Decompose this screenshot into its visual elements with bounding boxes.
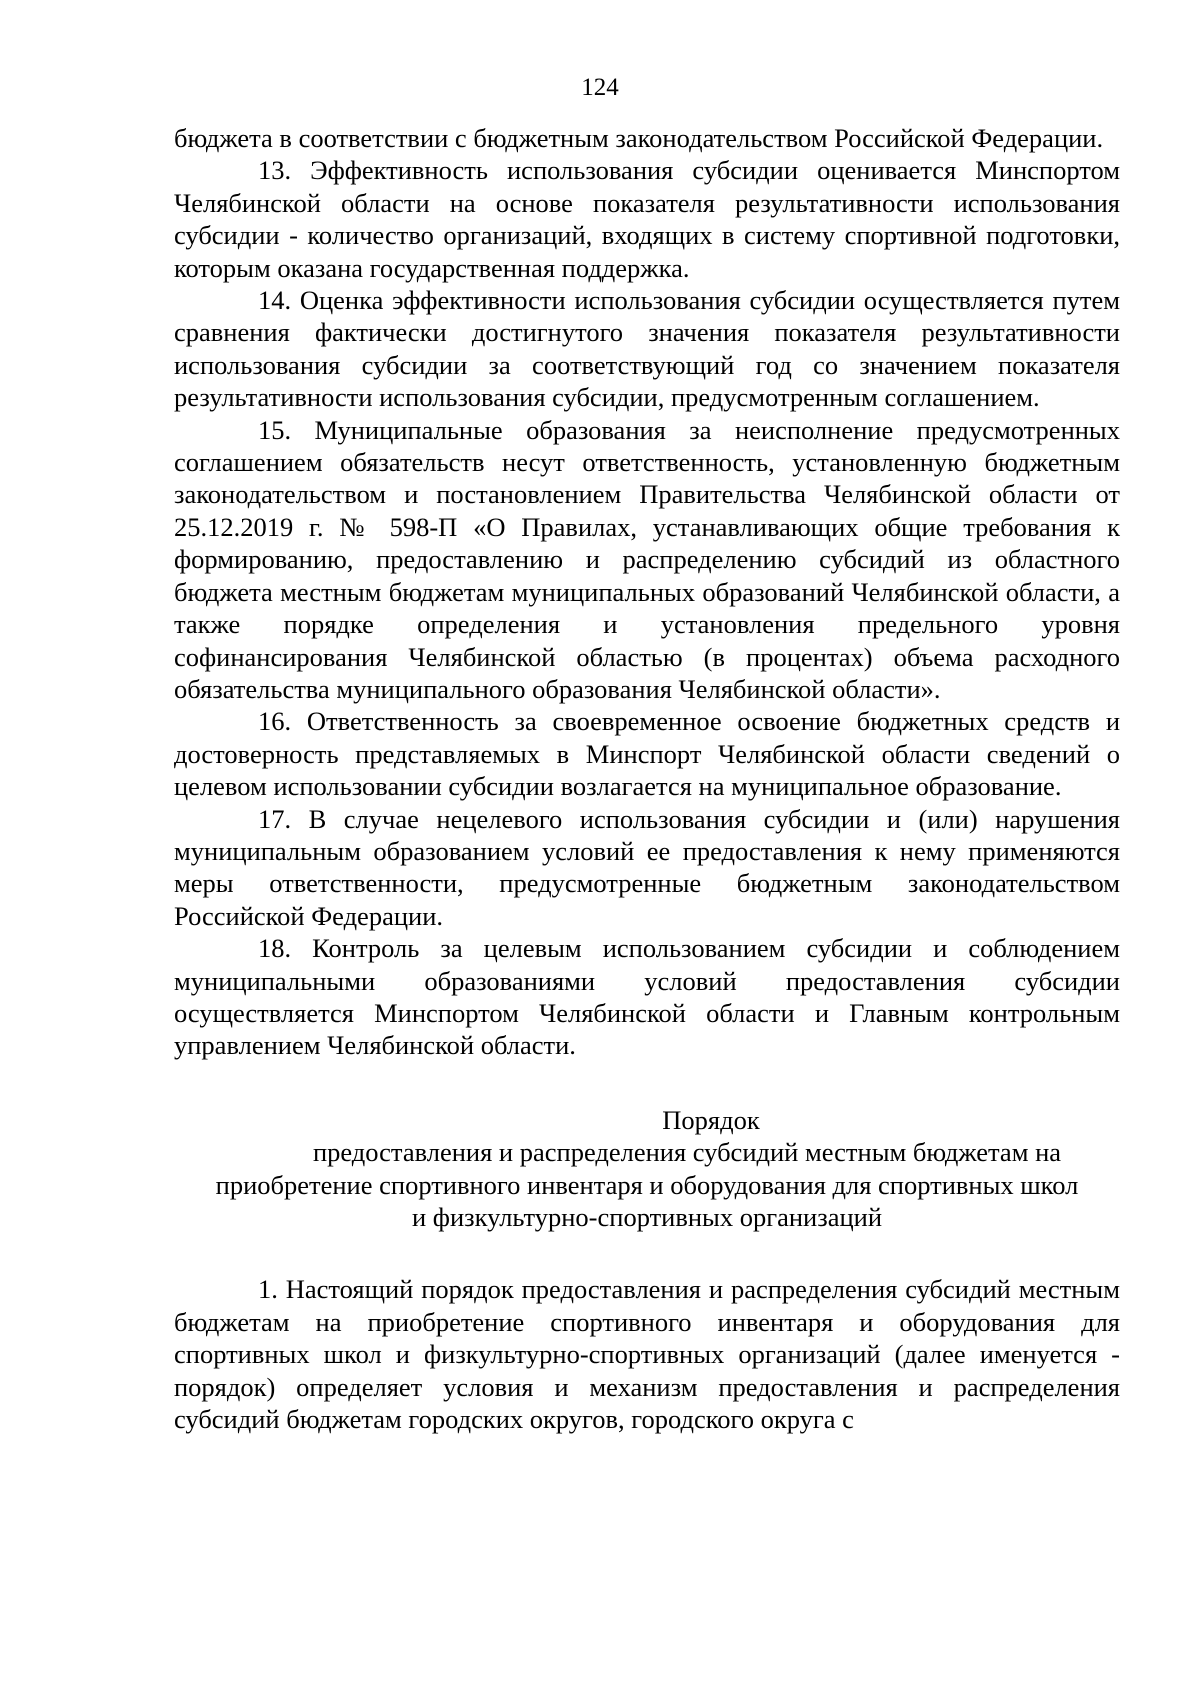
paragraph-13: 13. Эффективность использования субсидии оценивается Минспортом Челябинской области на основе показателя результативности использования субсидии - количество организаций, входящих в систему спортивной подготовки, которым оказана государственная поддержка. [174,155,1120,283]
paragraph-16: 16. Ответственность за своевременное освоение бюджетных средств и достоверность представляемых в Минспорт Челябинской области сведений о целевом использовании субсидии возлагается на муниципальное образование. [174,706,1120,802]
paragraph-1: 1. Настоящий порядок предоставления и распределения субсидий местным бюджетам на приобретение спортивного инвентаря и оборудования для спортивных школ и физкультурно-спортивных организаций (далее именуется - порядок) определяет условия и механизм предоставления и распределения субсидий бюджетам городских округов, городского округа с [174,1274,1120,1435]
paragraph-17: 17. В случае нецелевого использования субсидии и (или) нарушения муниципальным образованием условий ее предоставления к нему применяются меры ответственности, предусмотренные бюджетным законодательством Российской Федерации. [174,803,1120,931]
section-heading [174,1104,1120,1234]
document-body [174,122,1120,1435]
paragraph-15: 15. Муниципальные образования за неисполнение предусмотренных соглашением обязательств несут ответственность, установленную бюджетным законодательством и постановлением Правительства Челябинской области от 25.12.2019 г. № 598-П «О Правилах, устанавливающих общие требования к формированию, предоставлению и распределению субсидий из областного бюджета местным бюджетам муниципальных образований Челябинской области, а также порядке определения и установления предельного уровня софинансирования Челябинской областью (в процентах) объема расходного обязательства муниципального образования Челябинской области». [174,414,1120,704]
page-number: 124 [581,74,619,101]
paragraph-14: 14. Оценка эффективности использования субсидии осуществляется путем сравнения фактически достигнутого значения показателя результативности использования субсидии за соответствующий год со значением показателя результативности использования субсидии, предусмотренным соглашением. [174,285,1120,413]
section-heading-line-2: приобретение спортивного инвентаря и оборудования для спортивных школ [215,1169,1079,1200]
paragraph-18: 18. Контроль за целевым использованием субсидии и соблюдением муниципальными образованиями условий предоставления субсидии осуществляется Минспортом Челябинской области и Главным контрольным управлением Челябинской области. [174,933,1120,1061]
section-heading-title: Порядок [662,1104,760,1135]
section-heading-line-3: и физкультурно-спортивных организаций [412,1202,882,1232]
paragraph-continuation: бюджета в соответствии с бюджетным законодательством Российской Федерации. [174,123,1104,153]
section-heading-line-1: предоставления и распределения субсидий местным бюджетам на [312,1137,1062,1168]
